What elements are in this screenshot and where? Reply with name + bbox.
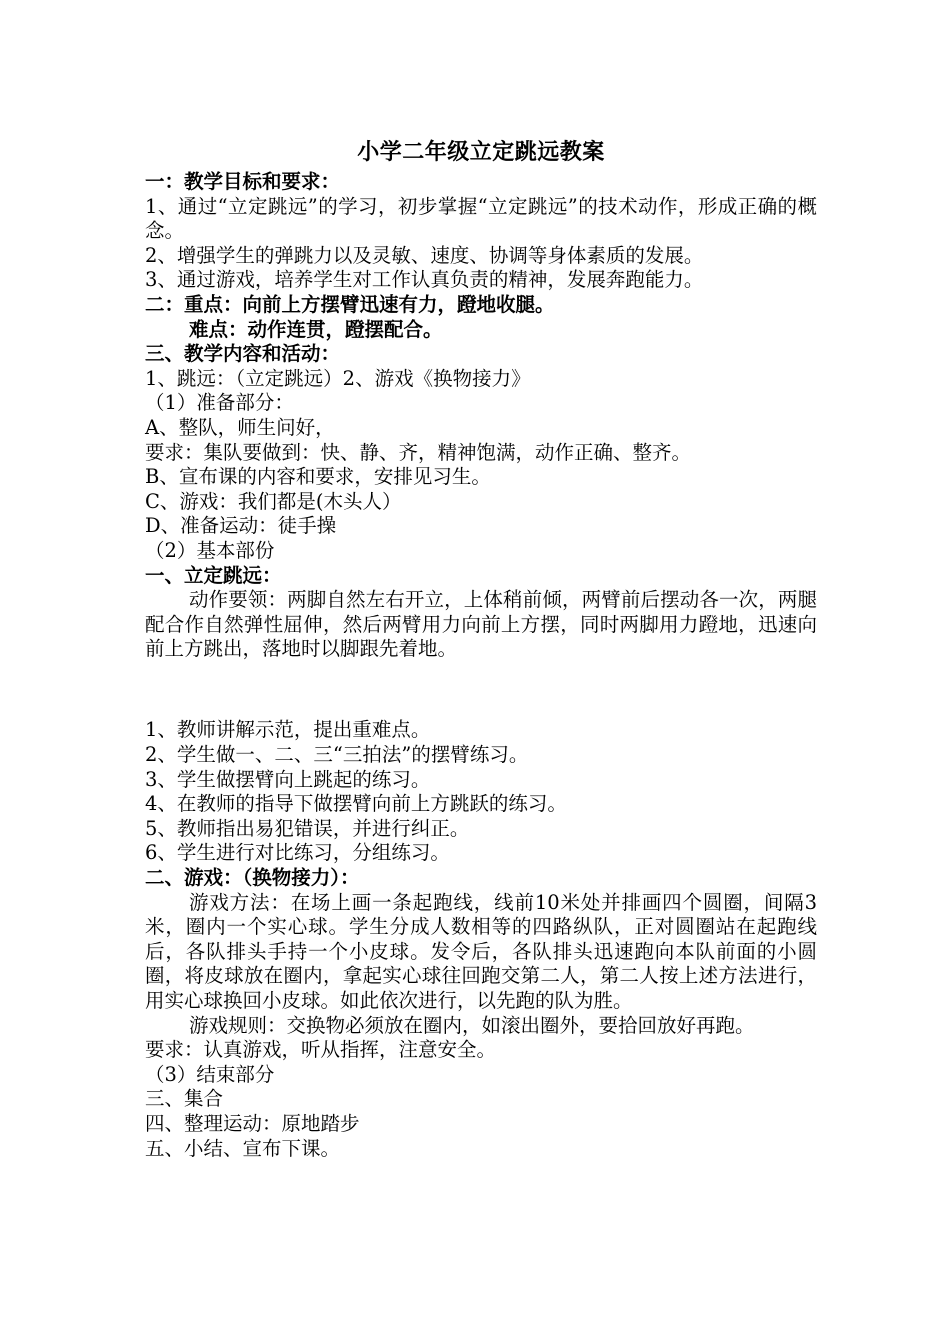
text-line: （3）结束部分 <box>145 1062 275 1086</box>
document-page <box>145 134 817 1161</box>
text-line: C、游戏：我们都是(木头人） <box>145 489 402 513</box>
blank-line <box>145 678 817 703</box>
text-line: 三、集合 <box>145 1087 224 1111</box>
document-body <box>145 170 817 1161</box>
section-heading: 难点：动作连贯，蹬摆配合。 <box>189 317 443 341</box>
text-line: 6、学生进行对比练习，分组练习。 <box>145 841 450 865</box>
text-line: 五、小结、宣布下课。 <box>145 1136 341 1160</box>
text-line: 3、学生做摆臂向上跳起的练习。 <box>145 767 431 791</box>
text-line: B、宣布课的内容和要求，安排见习生。 <box>145 465 491 489</box>
document-title: 小学二年级立定跳远教案 <box>357 139 605 165</box>
text-line: 3、通过游戏，培养学生对工作认真负责的精神，发展奔跑能力。 <box>145 268 704 292</box>
text-line: 要求：集队要做到：快、静、齐，精神饱满，动作正确、整齐。 <box>145 440 692 464</box>
text-line: 5、教师指出易犯错误，并进行纠正。 <box>145 816 470 840</box>
text-line: （1）准备部分： <box>145 391 294 415</box>
text-line: 1、教师讲解示范，提出重难点。 <box>145 718 431 742</box>
text-line: 2、增强学生的弹跳力以及灵敏、速度、协调等身体素质的发展。 <box>145 243 704 267</box>
section-heading: 二、游戏：（换物接力）： <box>145 866 360 890</box>
section-heading: 三、教学内容和活动： <box>145 342 341 366</box>
paragraph: 1、通过“立定跳远”的学习，初步掌握“立定跳远”的技术动作，形成正确的概念。 <box>145 194 817 243</box>
paragraph: 动作要领：两脚自然左右开立，上体稍前倾，两臂前后摆动各一次，两腿配合作自然弹性屈伸，然后两臂用力向前上方摆，同时两脚用力蹬地，迅速向前上方跳出，落地时以脚跟先着地。 <box>145 588 817 661</box>
text-line: 游戏规则：交换物必须放在圈内，如滚出圈外，要拾回放好再跑。 <box>189 1013 755 1037</box>
text-line: 4、在教师的指导下做摆臂向前上方跳跃的练习。 <box>145 792 567 816</box>
text-line: D、准备运动：徒手操 <box>145 514 337 538</box>
text-line: 要求：认真游戏，听从指挥，注意安全。 <box>145 1038 497 1062</box>
text-line: A、整队，师生问好， <box>145 415 335 439</box>
text-line: 1、跳远：（立定跳远）2、游戏《换物接力》 <box>145 366 531 390</box>
section-heading: 二：重点：向前上方摆臂迅速有力，蹬地收腿。 <box>145 292 555 316</box>
section-heading: 一、立定跳远： <box>145 563 282 587</box>
text-line: 四、整理运动：原地踏步 <box>145 1111 360 1135</box>
paragraph: 游戏方法：在场上画一条起跑线，线前10米处并排画四个圆圈，间隔3米，圈内一个实心球。学生分成人数相等的四路纵队，正对圆圈站在起跑线后，各队排头手持一个小皮球。发令后，各队排头迅速跑向本队前面的小圆圈，将皮球放在圈内，拿起实心球往回跑交第二人，第二人按上述方法进行，用实心球换回小皮球。如此依次进行，以先跑的队为胜。 <box>145 890 817 1012</box>
text-line: （2）基本部份 <box>145 538 275 562</box>
text-line: 2、学生做一、二、三“三拍法”的摆臂练习。 <box>145 743 529 767</box>
section-heading: 一：教学目标和要求： <box>145 170 341 193</box>
